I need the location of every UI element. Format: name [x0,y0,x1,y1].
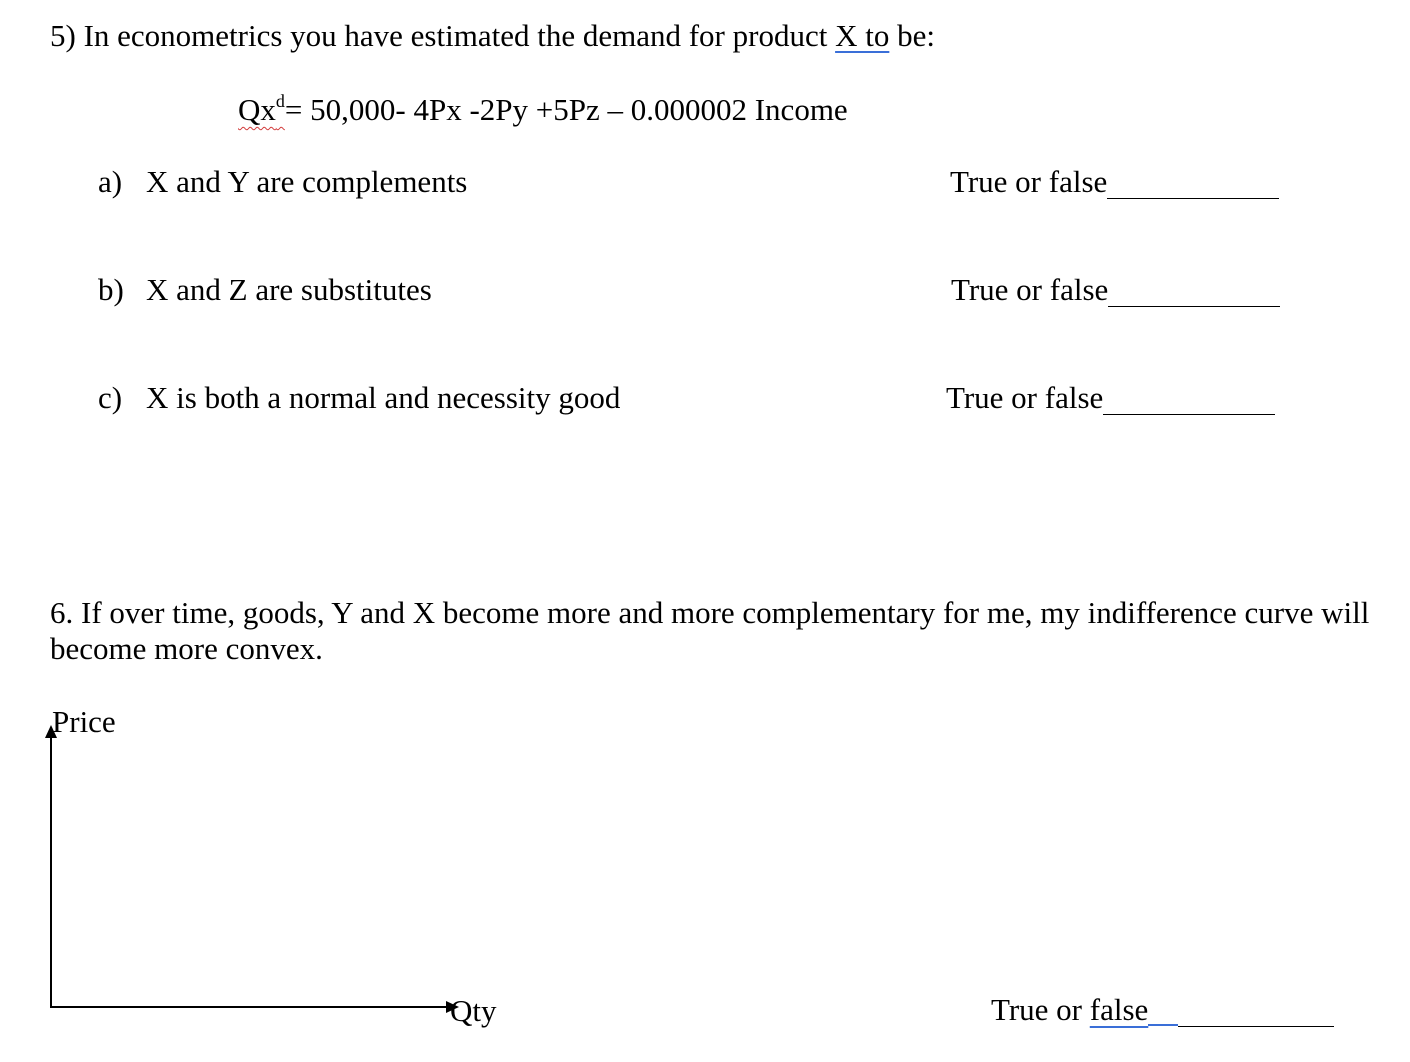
question-6-tf-answer: false [1089,992,1149,1027]
item-b-true-false-text: True or false [951,272,1109,307]
question-6-answer-blank[interactable] [1178,1025,1334,1027]
question-5-prefix: 5) In econometrics you have estimated the demand for product [50,18,836,53]
product-name: X to [835,18,890,53]
question-6-prompt: 6. If over time, goods, Y and X become more and more complementary for me, my indifference curve will become more convex. [50,595,1370,666]
item-b-true-false [951,271,1280,309]
question-6-answer-underline [1148,1024,1178,1026]
item-a-true-false [950,163,1279,201]
item-c-true-false-text: True or false [946,380,1104,415]
item-c-text: X is both a normal and necessity good [146,380,621,415]
item-c-true-false [946,379,1275,417]
question-5-prompt [50,17,935,55]
question-6-tf-prefix: True or [991,992,1090,1027]
equation-superscript: d [275,90,285,111]
item-a-label: a) [98,164,123,199]
item-b-label: b) [98,272,124,307]
item-b-text: X and Z are substitutes [146,272,432,307]
item-c-label: c) [98,380,123,415]
x-axis-label: Qty [450,993,497,1028]
equation-rhs: = 50,000- 4Px -2Py +5Pz – 0.000002 Income [284,92,848,127]
question-6-true-false [991,991,1334,1029]
equation-lhs-text: Qx [238,92,276,127]
item-b-answer-blank[interactable] [1108,305,1280,307]
equation-lhs [238,92,285,127]
y-axis-label: Price [52,704,116,739]
y-axis [50,737,52,1008]
demand-equation [238,91,848,129]
x-axis [50,1006,448,1008]
item-c-answer-blank[interactable] [1103,413,1275,415]
item-a-true-false-text: True or false [950,164,1108,199]
question-5-suffix: be: [889,18,935,53]
item-a-answer-blank[interactable] [1107,197,1279,199]
item-a-text: X and Y are complements [146,164,468,199]
